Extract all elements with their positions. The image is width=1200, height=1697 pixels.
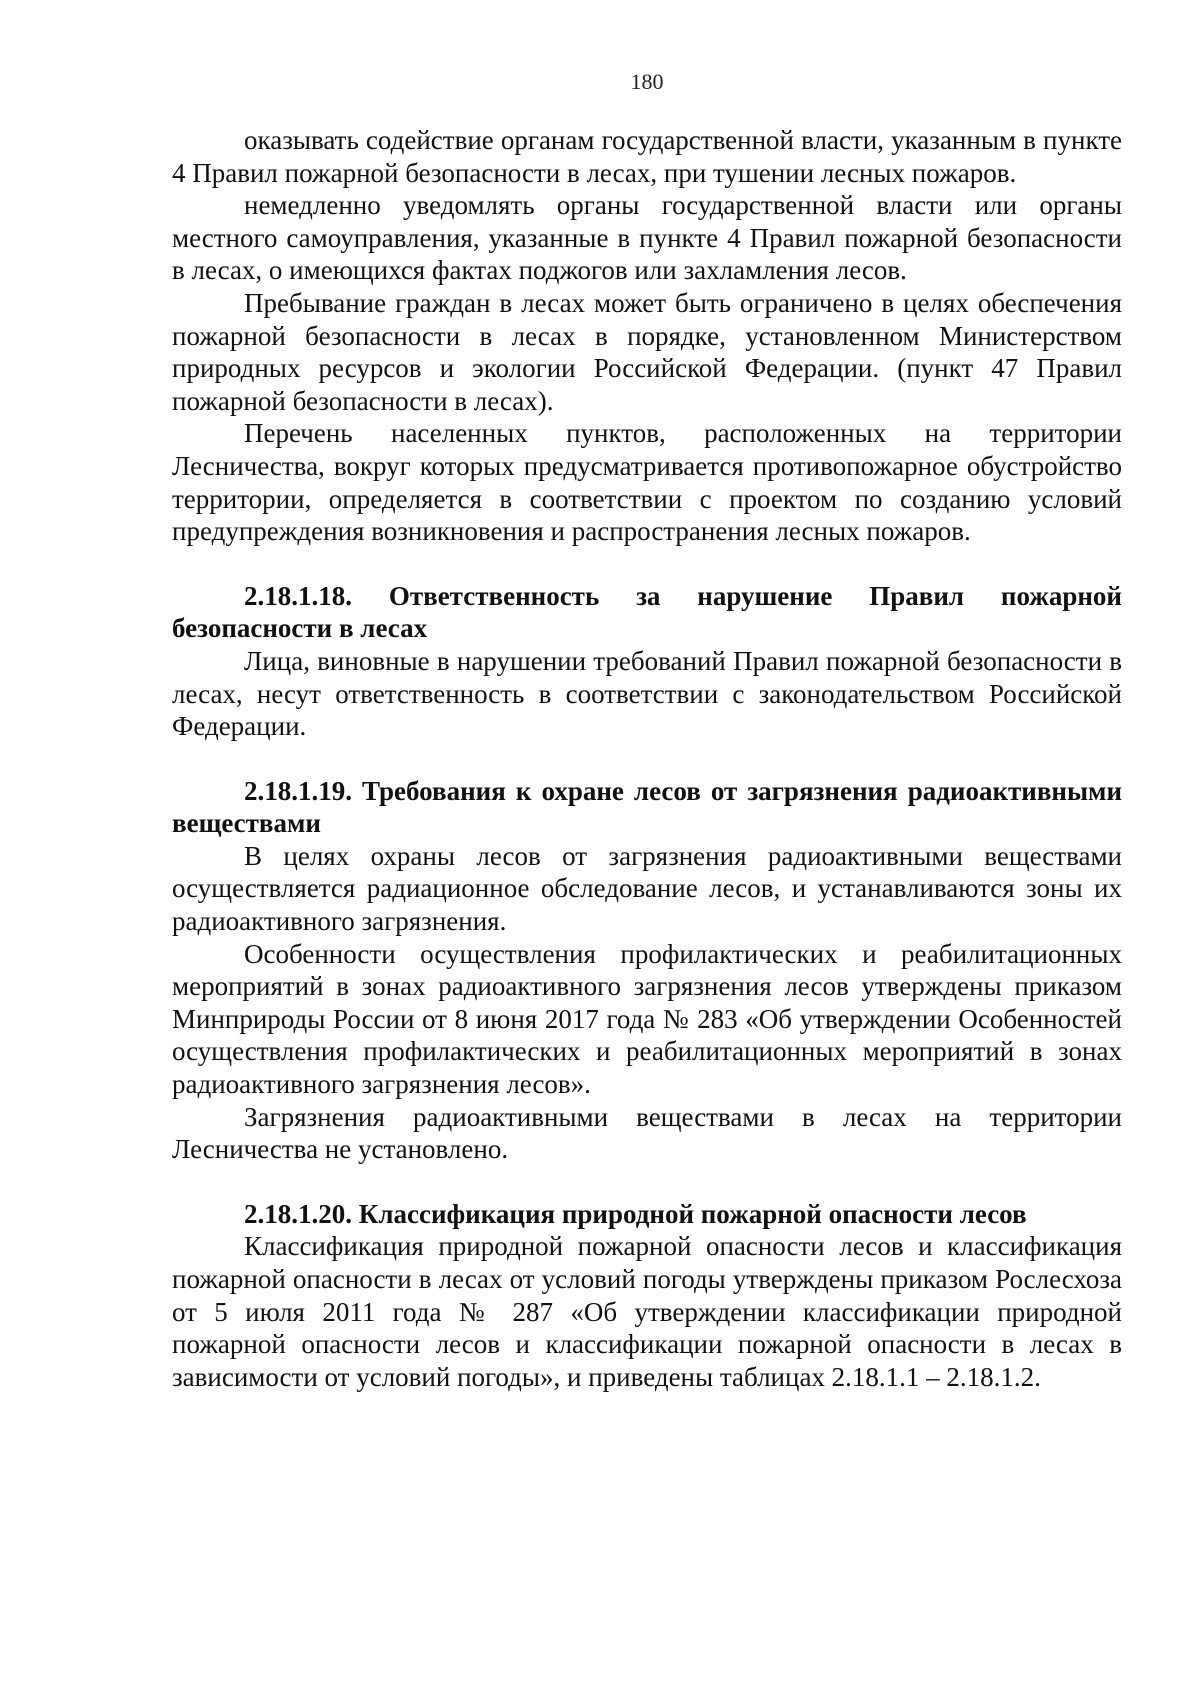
section-gap [172,1166,1122,1198]
paragraph-radiation-survey: В целях охраны лесов от загрязнения радиоактивными веществами осуществляется радиационное обследование лесов, и устанавливаются зоны их радиоактивного загрязнения. [172,840,1122,937]
paragraph-restrict-stay: Пребывание граждан в лесах может быть ограничено в целях обеспечения пожарной безопасности в лесах в порядке, установленном Министерством природных ресурсов и экологии Российской Федерации. (пункт 47 Правил пожарной безопасности в лесах). [172,287,1122,416]
paragraph-responsibility: Лица, виновные в нарушении требований Правил пожарной безопасности в лесах, несут ответственность в соответствии с законодательством Российской Федерации. [172,645,1122,742]
paragraph-assist-authorities: оказывать содействие органам государственной власти, указанным в пункте 4 Правил пожарной безопасности в лесах, при тушении лесных пожаров. [172,125,1122,188]
paragraph-fire-classification: Классификация природной пожарной опасности лесов и классификация пожарной опасности в лесах от условий погоды утверждены приказом Рослесхоза от 5 июля 2011 года № 287 «Об утверждении классификации природной пожарной опасности лесов и классификации пожарной опасности в лесах в зависимости от условий погоды», и приведены таблицах 2.18.1.1 – 2.18.1.2. [172,1231,1122,1392]
page-number: 180 [630,69,664,94]
section-gap [172,743,1122,775]
paragraph-notify-authorities: немедленно уведомлять органы государственной власти или органы местного самоуправления, указанные в пункте 4 Правил пожарной безопасности в лесах, о имеющихся фактах поджогов или захламления лесов. [172,190,1122,286]
section-gap [172,548,1122,580]
section-heading-responsibility: 2.18.1.18. Ответственность за нарушение Правил пожарной безопасности в лесах [172,580,1122,644]
section-heading-radioactive: 2.18.1.19. Требования к охране лесов от загрязнения радиоактивными веществами [172,775,1122,839]
page-content [172,124,1122,1393]
paragraph-rehabilitation-measures: Особенности осуществления профилактических и реабилитационных мероприятий в зонах радиоактивного загрязнения лесов утверждены приказом Минприроды России от 8 июня 2017 года № 283 «Об утверждении Особенностей осуществления профилактических и реабилитационных мероприятий в зонах радиоактивного загрязнения лесов». [172,938,1122,1100]
paragraph-settlements-list: Перечень населенных пунктов, расположенных на территории Лесничества, вокруг которых предусматривается противопожарное обустройство территории, определяется в соответствии с проектом по созданию условий предупреждения возникновения и распространения лесных пожаров. [172,418,1122,547]
section-heading-fire-classification: 2.18.1.20. Классификация природной пожарной опасности лесов [244,1198,1027,1229]
paragraph-no-contamination: Загрязнения радиоактивными веществами в лесах на территории Лесничества не установлено. [172,1101,1122,1165]
